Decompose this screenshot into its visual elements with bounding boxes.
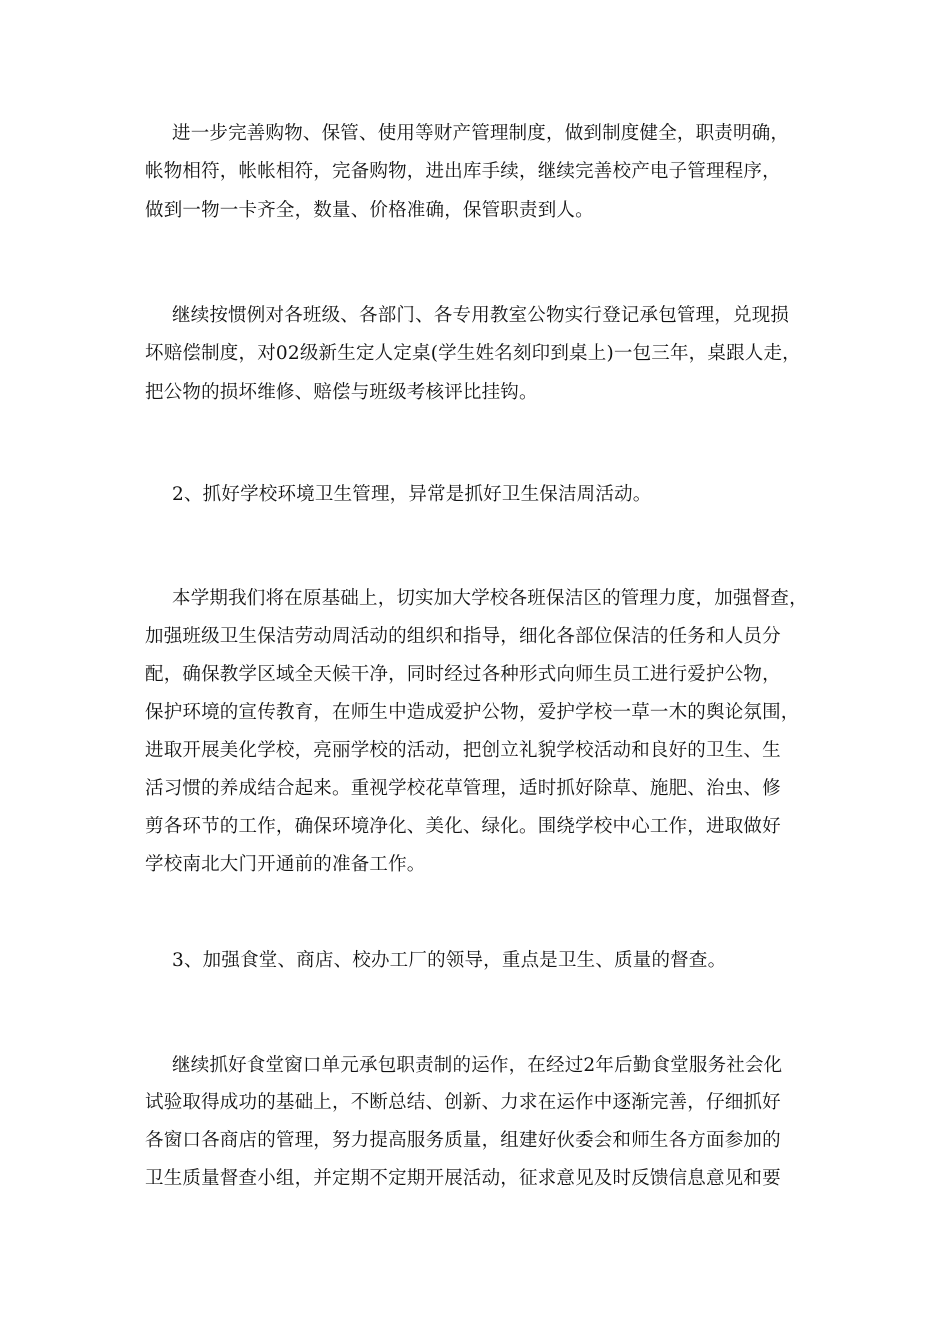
text-line: 帐物相符，帐帐相符，完备购物，进出库手续，继续完善校产电子管理程序， bbox=[145, 161, 781, 182]
text-line: 继续抓好食堂窗口单元承包职责制的运作，在经过2年后勤食堂服务社会化 bbox=[172, 1055, 783, 1076]
text-line: 本学期我们将在原基础上，切实加大学校各班保洁区的管理力度，加强督查， bbox=[172, 588, 808, 609]
text-line: 卫生质量督查小组，并定期不定期开展活动，征求意见及时反馈信息意见和要 bbox=[145, 1168, 781, 1189]
text-line: 做到一物一卡齐全，数量、价格准确，保管职责到人。 bbox=[145, 200, 594, 221]
text-line: 继续按惯例对各班级、各部门、各专用教室公物实行登记承包管理，兑现损 bbox=[172, 305, 790, 326]
text-line: 进取开展美化学校，亮丽学校的活动，把创立礼貌学校活动和良好的卫生、生 bbox=[145, 740, 781, 761]
text-line: 各窗口各商店的管理，努力提高服务质量，组建好伙委会和师生各方面参加的 bbox=[145, 1130, 781, 1151]
text-line: 剪各环节的工作，确保环境净化、美化、绿化。围绕学校中心工作，进取做好 bbox=[145, 816, 781, 837]
text-line: 活习惯的养成结合起来。重视学校花草管理，适时抓好除草、施肥、治虫、修 bbox=[145, 778, 781, 799]
text-line: 试验取得成功的基础上，不断总结、创新、力求在运作中逐渐完善，仔细抓好 bbox=[145, 1092, 781, 1113]
heading-line: 3、加强食堂、商店、校办工厂的领导，重点是卫生、质量的督查。 bbox=[172, 950, 727, 971]
text-line: 配，确保教学区域全天候干净，同时经过各种形式向师生员工进行爱护公物， bbox=[145, 664, 781, 685]
text-line: 把公物的损坏维修、赔偿与班级考核评比挂钩。 bbox=[145, 382, 538, 403]
text-line: 进一步完善购物、保管、使用等财产管理制度，做到制度健全，职责明确， bbox=[172, 123, 790, 144]
heading-line: 2、抓好学校环境卫生管理，异常是抓好卫生保洁周活动。 bbox=[172, 484, 652, 505]
text-line: 加强班级卫生保洁劳动周活动的组织和指导，细化各部位保洁的任务和人员分 bbox=[145, 626, 781, 647]
text-line: 学校南北大门开通前的准备工作。 bbox=[145, 854, 426, 875]
text-line: 保护环境的宣传教育，在师生中造成爱护公物，爱护学校一草一木的舆论氛围， bbox=[145, 702, 800, 723]
text-line: 坏赔偿制度，对02级新生定人定桌(学生姓名刻印到桌上)一包三年，桌跟人走， bbox=[145, 343, 801, 364]
